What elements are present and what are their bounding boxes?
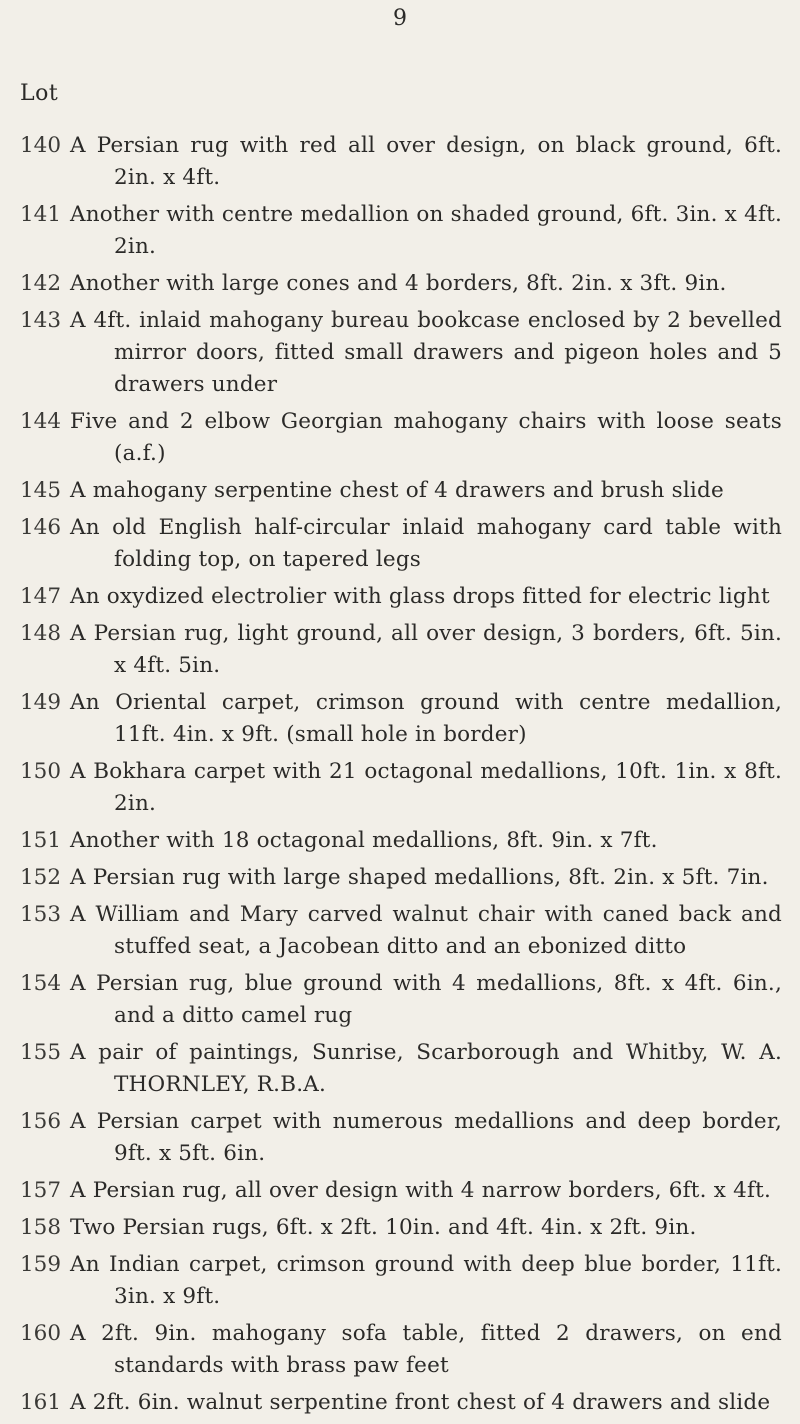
- lot-number: 154: [20, 971, 62, 996]
- lot-number: 157: [20, 1178, 62, 1203]
- lot-entry: [20, 825, 782, 857]
- lot-number: 158: [20, 1215, 62, 1240]
- lot-number: 151: [20, 828, 62, 853]
- lot-description: A Persian rug, blue ground with 4 medallions, 8ft. x 4ft. 6in., and a ditto camel rug: [70, 971, 782, 1028]
- lot-description: Two Persian rugs, 6ft. x 2ft. 10in. and 4ft. 4in. x 2ft. 9in.: [70, 1215, 697, 1240]
- lot-description: Another with centre medallion on shaded ground, 6ft. 3in. x 4ft. 2in.: [70, 202, 782, 259]
- lot-number: 146: [20, 515, 62, 540]
- lot-number: 145: [20, 478, 62, 503]
- lot-number: 161: [20, 1390, 62, 1415]
- lot-entry: [20, 687, 782, 751]
- lot-entry: [20, 475, 782, 507]
- lot-number: 159: [20, 1252, 62, 1277]
- lot-entry: [20, 305, 782, 401]
- lot-number: 147: [20, 584, 62, 609]
- lot-entry: [20, 512, 782, 576]
- lot-description: A pair of paintings, Sunrise, Scarborough and Whitby, W. A. THORNLEY, R.B.A.: [70, 1040, 782, 1097]
- lot-description: A William and Mary carved walnut chair with caned back and stuffed seat, a Jacobean ditto and an ebonized ditto: [70, 902, 782, 959]
- lot-description: A Persian carpet with numerous medallions and deep border, 9ft. x 5ft. 6in.: [70, 1109, 782, 1166]
- lot-entry: [20, 862, 782, 894]
- lot-entry: [20, 268, 782, 300]
- lot-entry: [20, 1212, 782, 1244]
- lot-number: 141: [20, 202, 62, 227]
- lot-description: A 4ft. inlaid mahogany bureau bookcase enclosed by 2 bevelled mirror doors, fitted small drawers and pigeon holes and 5 drawers under: [70, 308, 782, 397]
- lot-number: 143: [20, 308, 62, 333]
- lot-number: 150: [20, 759, 62, 784]
- lot-description: An oxydized electrolier with glass drops fitted for electric light: [70, 584, 770, 609]
- lot-number: 156: [20, 1109, 62, 1134]
- lot-number: 142: [20, 271, 62, 296]
- lot-description: A mahogany serpentine chest of 4 drawers and brush slide: [70, 478, 724, 503]
- lot-description: A 2ft. 9in. mahogany sofa table, fitted 2 drawers, on end standards with brass paw feet: [70, 1321, 782, 1378]
- lot-entry: [20, 1387, 782, 1419]
- lot-entry: [20, 756, 782, 820]
- page-number: 9: [393, 6, 407, 31]
- lot-description: Five and 2 elbow Georgian mahogany chairs with loose seats (a.f.): [70, 409, 782, 466]
- lot-entry: [20, 406, 782, 470]
- lot-entry: [20, 1318, 782, 1382]
- lot-description: Another with large cones and 4 borders, 8ft. 2in. x 3ft. 9in.: [70, 271, 727, 296]
- lot-entry: [20, 899, 782, 963]
- lot-number: 152: [20, 865, 62, 890]
- lot-description: A Bokhara carpet with 21 octagonal medallions, 10ft. 1in. x 8ft. 2in.: [70, 759, 782, 816]
- lot-description: An Oriental carpet, crimson ground with centre medallion, 11ft. 4in. x 9ft. (small hole in border): [70, 690, 782, 747]
- lot-description: A 2ft. 6in. walnut serpentine front chest of 4 drawers and slide: [70, 1390, 771, 1415]
- lot-column-heading: Lot: [20, 81, 59, 106]
- lot-description: A Persian rug with red all over design, on black ground, 6ft. 2in. x 4ft.: [70, 133, 782, 190]
- lot-number: 160: [20, 1321, 62, 1346]
- lot-entry: [20, 1037, 782, 1101]
- lot-number: 153: [20, 902, 62, 927]
- lot-entry: [20, 968, 782, 1032]
- lot-entry: [20, 1175, 782, 1207]
- lot-entry: [20, 1106, 782, 1170]
- lot-description: A Persian rug, all over design with 4 narrow borders, 6ft. x 4ft.: [70, 1178, 771, 1203]
- lot-number: 140: [20, 133, 62, 158]
- lot-list: [20, 130, 782, 1424]
- lot-description: An old English half-circular inlaid mahogany card table with folding top, on tapered legs: [70, 515, 782, 572]
- lot-number: 148: [20, 621, 62, 646]
- lot-entry: [20, 581, 782, 613]
- lot-entry: [20, 618, 782, 682]
- lot-description: Another with 18 octagonal medallions, 8ft. 9in. x 7ft.: [70, 828, 658, 853]
- lot-description: A Persian rug, light ground, all over design, 3 borders, 6ft. 5in. x 4ft. 5in.: [70, 621, 782, 678]
- lot-number: 149: [20, 690, 62, 715]
- lot-entry: [20, 199, 782, 263]
- lot-entry: [20, 1249, 782, 1313]
- lot-description: A Persian rug with large shaped medallions, 8ft. 2in. x 5ft. 7in.: [70, 865, 769, 890]
- lot-number: 144: [20, 409, 62, 434]
- lot-entry: [20, 130, 782, 194]
- lot-description: An Indian carpet, crimson ground with deep blue border, 11ft. 3in. x 9ft.: [70, 1252, 782, 1309]
- lot-number: 155: [20, 1040, 62, 1065]
